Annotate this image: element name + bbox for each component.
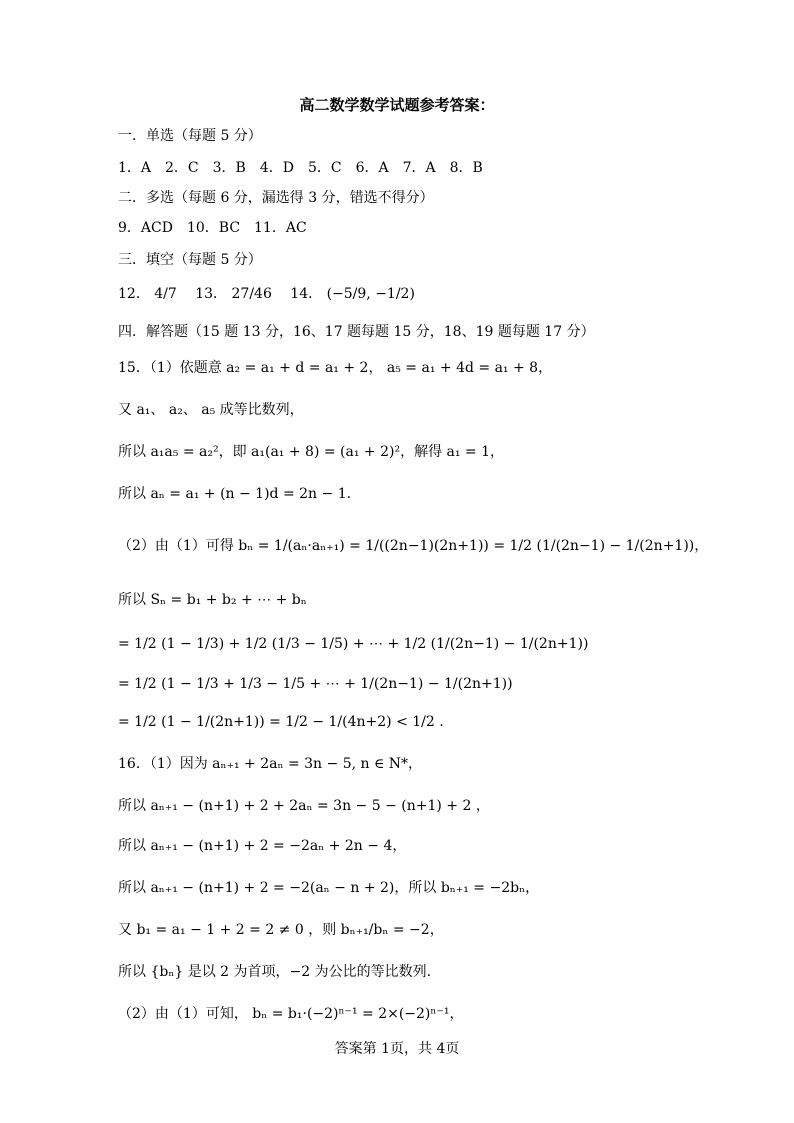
q16-part1-line3: 所以 aₙ₊₁ − (n+1) + 2 = −2aₙ + 2n − 4， xyxy=(118,838,407,854)
q16-part1-line4: 所以 aₙ₊₁ − (n+1) + 2 = −2(aₙ − n + 2)，所以 bₙ₊₁ = −2bₙ， xyxy=(118,880,540,896)
section-multi-choice: 二．多选（每题 6 分，漏选得 3 分，错选不得分） xyxy=(118,190,434,206)
q16-part2-line1: （2）由（1）可知， bₙ = b₁·(−2)ⁿ⁻¹ = 2×(−2)ⁿ⁻¹， xyxy=(118,1006,464,1022)
q15-part1-line3: 所以 a₁a₅ = a₂²，即 a₁(a₁ + 8) = (a₁ + 2)²，解得 a₁ = 1， xyxy=(118,444,505,460)
answers-9-11: 9．ACD 10．BC 11．AC xyxy=(118,220,307,236)
q15-part2-line1: （2）由（1）可得 bₙ = 1/(aₙ·aₙ₊₁) = 1/((2n−1)(2n+1)) = 1/2 (1/(2n−1) − 1/(2n+1))， xyxy=(118,538,709,554)
q15-part2-line4: = 1/2 (1 − 1/3 + 1/3 − 1/5 + ⋯ + 1/(2n−1) − 1/(2n+1)) xyxy=(118,676,513,692)
q15-part1-line1: 15．（1）依题意 a₂ = a₁ + d = a₁ + 2， a₅ = a₁ + 4d = a₁ + 8， xyxy=(118,360,553,376)
q15-part2-line2: 所以 Sₙ = b₁ + b₂ + ⋯ + bₙ xyxy=(118,592,307,608)
q15-part2-line3: = 1/2 (1 − 1/3) + 1/2 (1/3 − 1/5) + ⋯ + 1/2 (1/(2n−1) − 1/(2n+1)) xyxy=(118,636,589,652)
q15-part2-line5: = 1/2 (1 − 1/(2n+1)) = 1/2 − 1/(4n+2) < 1/2 . xyxy=(118,714,444,730)
q15-part1-line2: 又 a₁、 a₂、 a₅ 成等比数列， xyxy=(118,402,304,418)
page-title: 高二数学数学试题参考答案： xyxy=(299,96,495,114)
page-footer: 答案第 1页，共 4页 xyxy=(334,1041,460,1057)
q16-part1-line1: 16．（1）因为 aₙ₊₁ + 2aₙ = 3n − 5, n ∈ N*， xyxy=(118,756,423,772)
answers-1-8: 1．A 2．C 3．B 4．D 5．C 6．A 7．A 8．B xyxy=(118,160,483,176)
section-single-choice: 一．单选（每题 5 分） xyxy=(118,128,262,144)
q16-part1-line6: 所以 {bₙ} 是以 2 为首项，−2 为公比的等比数列. xyxy=(118,964,432,980)
q16-part1-line5: 又 b₁ = a₁ − 1 + 2 = 2 ≠ 0 ，则 bₙ₊₁/bₙ = −2， xyxy=(118,922,444,938)
q15-part1-line4: 所以 aₙ = a₁ + (n − 1)d = 2n − 1. xyxy=(118,486,352,502)
answers-12-14: 12． 4/7 13． 27/46 14． (−5/9, −1/2) xyxy=(118,286,415,302)
section-solutions: 四．解答题（15 题 13 分，16、17 题每题 15 分，18、19 题每题 17 分） xyxy=(118,324,595,340)
section-fill-blank: 三．填空（每题 5 分） xyxy=(118,252,262,268)
q16-part1-line2: 所以 aₙ₊₁ − (n+1) + 2 + 2aₙ = 3n − 5 − (n+1) + 2 ， xyxy=(118,798,490,814)
